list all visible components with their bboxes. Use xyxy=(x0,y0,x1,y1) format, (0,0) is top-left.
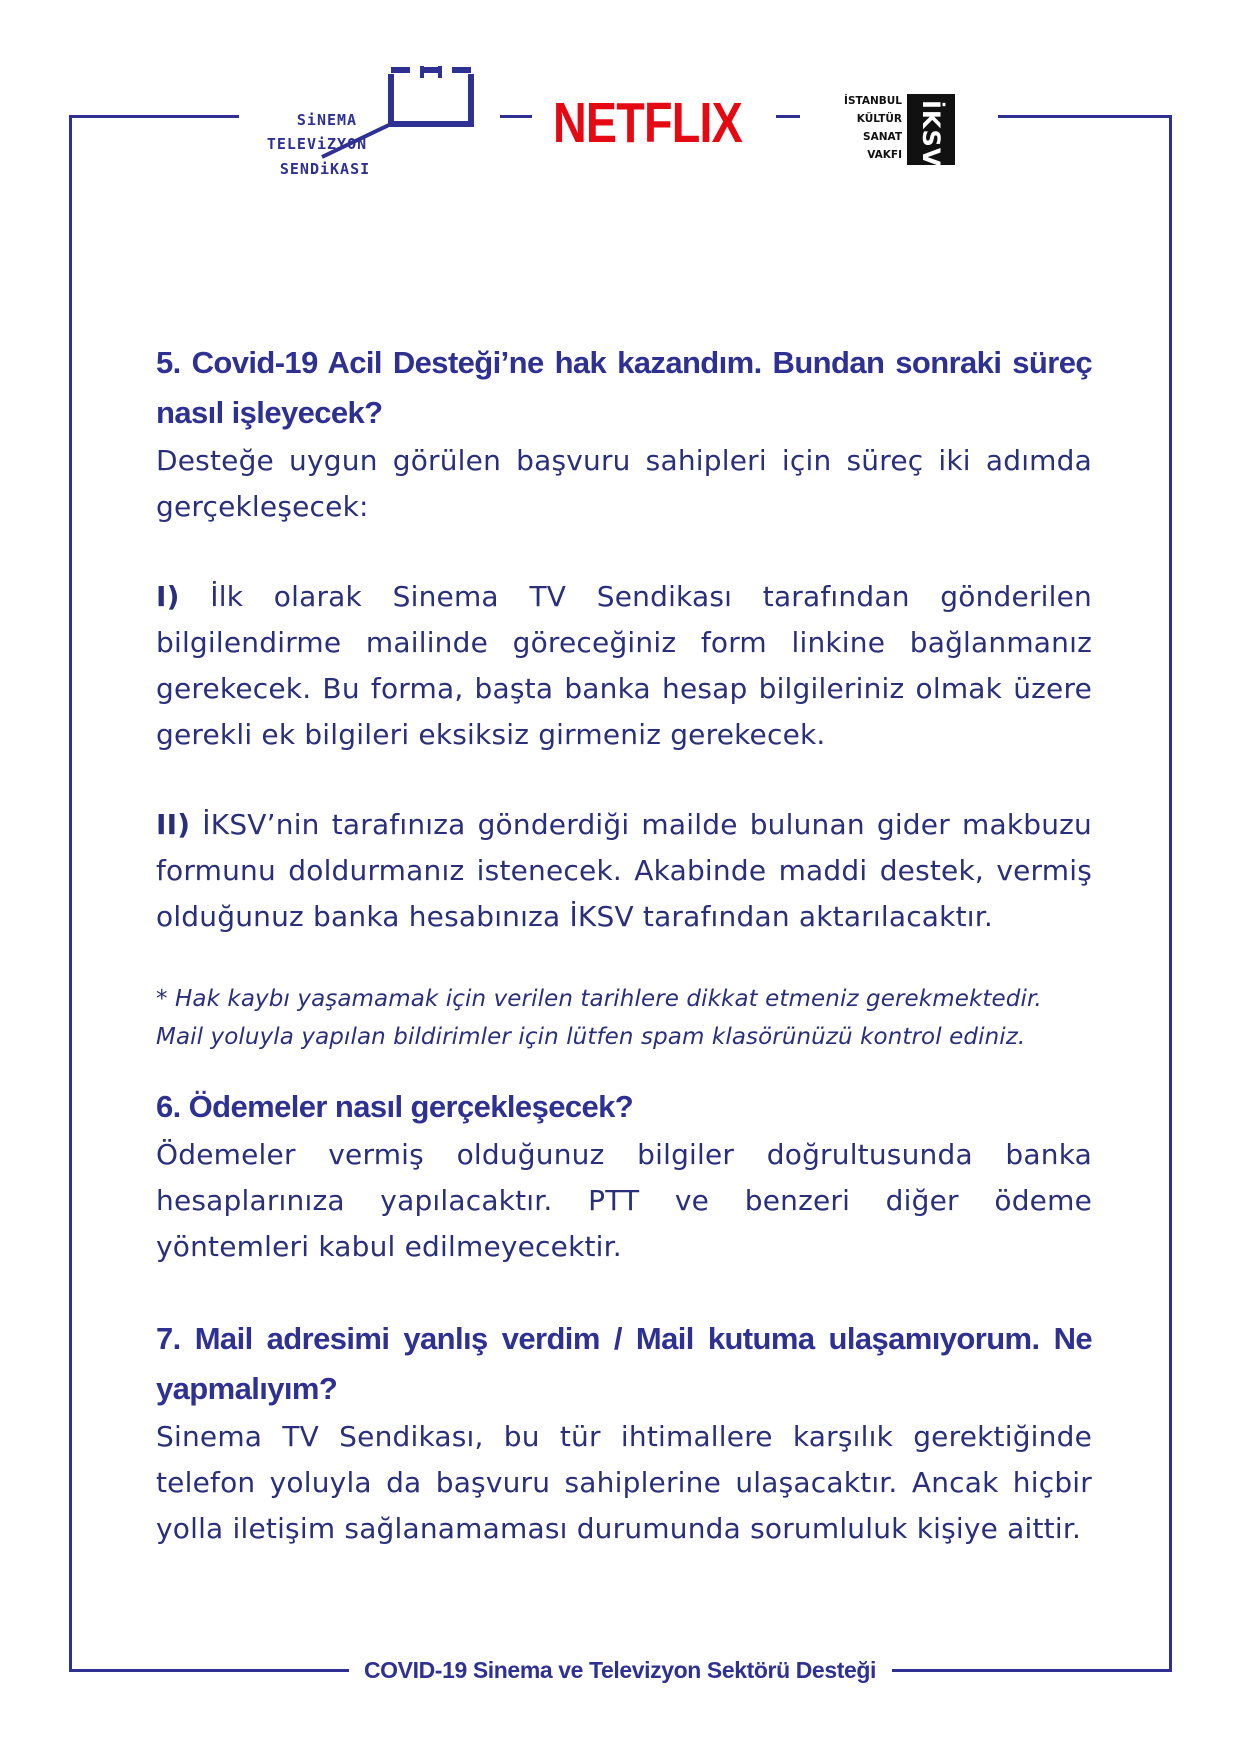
iksv-logo-mark-text: İKSV xyxy=(917,100,945,168)
frame-bottom-right-segment xyxy=(892,1669,1172,1672)
sts-logo-line3: SENDiKASI xyxy=(279,160,371,178)
question-7-answer: Sinema TV Sendikası, bu tür ihtimallere karşılık gerektiğinde telefon yoluyla da başvuru sahiplerine ulaşacaktır. Ancak hiçbir yolla iletişim sağlanamaması durumunda sorumluluk kişiye aittir. xyxy=(156,1420,1092,1545)
iksv-logo-line4: VAKFI xyxy=(867,149,902,161)
iksv-logo-text xyxy=(840,92,902,164)
step-2-label: II) xyxy=(156,808,191,841)
question-5-step-2 xyxy=(156,802,1092,940)
frame-left-border xyxy=(69,115,72,1672)
frame-top-right-segment xyxy=(998,115,1172,118)
frame-bottom-left-segment xyxy=(69,1669,349,1672)
iksv-logo xyxy=(840,92,980,170)
footer-title: COVID-19 Sinema ve Televizyon Sektörü Desteği xyxy=(363,1657,877,1683)
step-2-text: İKSV’nin tarafınıza gönderdiği mailde bulunan gider makbuzu formunu doldurmanız istenecek. Akabinde maddi destek, vermiş olduğunuz banka hesabınıza İKSV tarafından aktarılacaktır. xyxy=(156,808,1092,933)
iksv-logo-line1: İSTANBUL xyxy=(844,95,902,107)
question-5-step-1 xyxy=(156,574,1092,758)
faq-content xyxy=(156,338,1092,1552)
question-6-answer: Ödemeler vermiş olduğunuz bilgiler doğrultusunda banka hesaplarınıza yapılacaktır. PTT ve benzeri diğer ödeme yöntemleri kabul edilmeyecektir. xyxy=(156,1138,1092,1263)
question-5-note: * Hak kaybı yaşamamak için verilen tarihlere dikkat etmeniz gerekmektedir. Mail yoluyla yapılan bildirimler için lütfen spam klasörünüzü kontrol ediniz. xyxy=(156,986,1042,1050)
sinema-televizyon-sendikasi-logo xyxy=(262,66,474,184)
step-1-label: I) xyxy=(156,580,180,613)
frame-top-dash-right xyxy=(776,115,800,118)
frame-top-dash-left xyxy=(500,115,532,118)
question-6-title: 6. Ödemeler nasıl gerçekleşecek? xyxy=(156,1089,634,1124)
iksv-logo-line2: KÜLTÜR xyxy=(856,113,902,125)
question-5-title: 5. Covid-19 Acil Desteği’ne hak kazandım. Bundan sonraki süreç nasıl işleyecek? xyxy=(156,345,1092,430)
question-5-intro: Desteğe uygun görülen başvuru sahipleri için süreç iki adımda gerçekleşecek: xyxy=(156,444,1092,523)
netflix-logo: NETFLIX xyxy=(553,91,743,155)
sts-logo-line1: SiNEMA xyxy=(296,111,358,129)
iksv-logo-mark xyxy=(907,94,955,168)
frame-top-left-segment xyxy=(69,115,239,118)
iksv-logo-line3: SANAT xyxy=(863,131,902,143)
sts-logo-line2: TELEViZYON xyxy=(266,135,368,153)
frame-right-border xyxy=(1169,115,1172,1672)
question-7-title: 7. Mail adresimi yanlış verdim / Mail kutuma ulaşamıyorum. Ne yapmalıyım? xyxy=(156,1321,1092,1406)
step-1-text: İlk olarak Sinema TV Sendikası tarafından gönderilen bilgilendirme mailinde göreceğiniz form linkine bağlanmanız gerekecek. Bu forma, başta banka hesap bilgileriniz olmak üzere gerekli ek bilgileri eksiksiz girmeniz gerekecek. xyxy=(156,580,1092,751)
